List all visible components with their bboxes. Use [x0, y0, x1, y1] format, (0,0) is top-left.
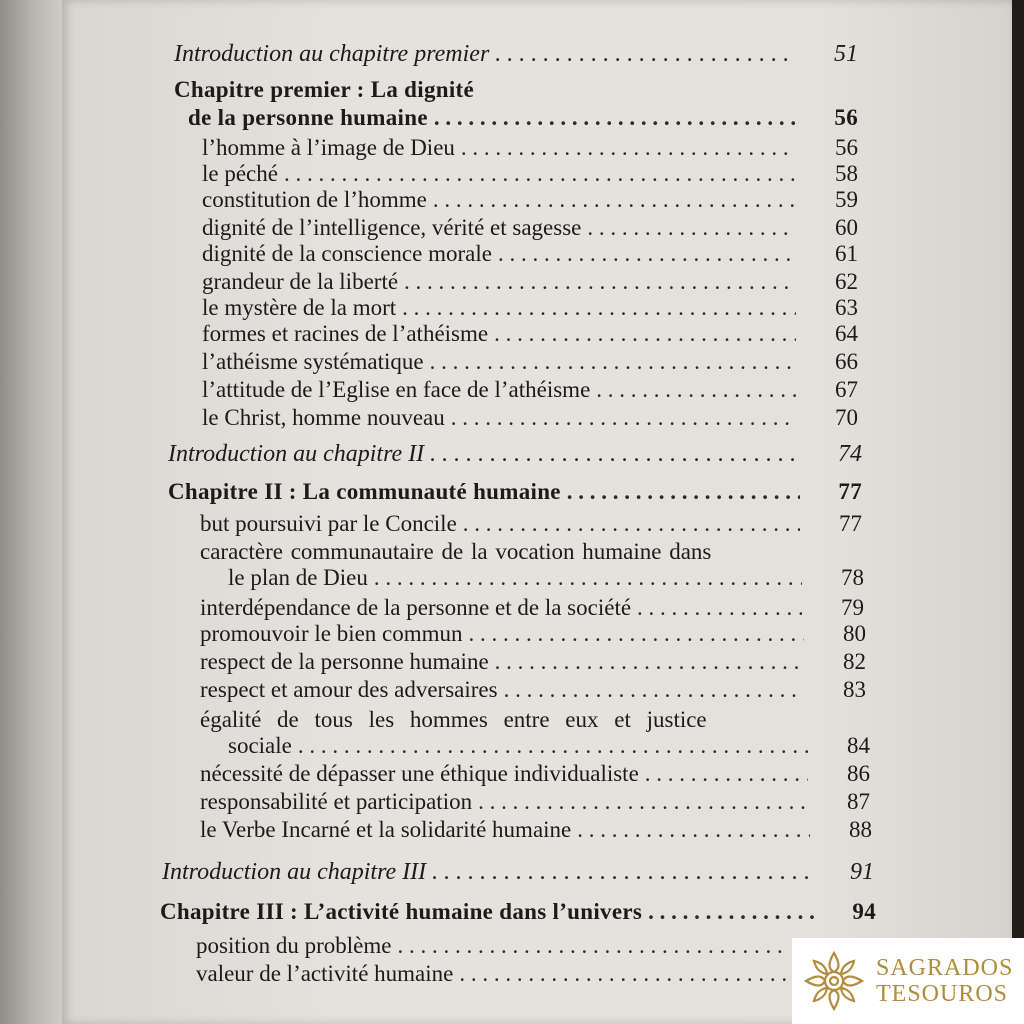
dot-leader — [430, 348, 796, 376]
toc-row — [200, 816, 872, 844]
toc-row-title: dignité de l’intelligence, vérité et sagesse — [202, 215, 582, 240]
dot-leader — [459, 960, 790, 988]
toc-row-page: 83 — [843, 677, 866, 702]
logo-wordmark — [876, 955, 1013, 1007]
toc-row-page: 61 — [835, 241, 858, 266]
toc-row-page: 79 — [841, 595, 864, 620]
dot-leader — [463, 510, 800, 538]
toc-row — [160, 898, 876, 926]
dot-leader — [461, 134, 796, 162]
toc-row-page: 59 — [835, 187, 858, 212]
toc-row — [228, 732, 870, 760]
toc-row-page: 77 — [839, 511, 862, 536]
toc-row-page: 94 — [852, 899, 876, 924]
toc-row — [196, 960, 796, 988]
dot-leader — [433, 186, 796, 214]
toc-row-title: l’attitude de l’Eglise en face de l’athéisme — [202, 377, 591, 402]
dot-leader — [495, 40, 796, 68]
toc-row-title: grandeur de la liberté — [202, 269, 399, 294]
dot-leader — [587, 214, 796, 242]
toc-wrapped-line: caractère communautaire de la vocation humaine dans — [200, 539, 712, 564]
toc-row-title: Introduction au chapitre III — [162, 859, 427, 885]
toc-row — [202, 160, 858, 188]
toc-row-title: de la personne humaine — [188, 105, 428, 130]
toc-row-title: promouvoir le bien commun — [200, 621, 463, 646]
toc-row — [228, 564, 864, 592]
toc-row-title: respect de la personne humaine — [200, 649, 489, 674]
dot-leader — [469, 620, 804, 648]
toc-row-title: formes et racines de l’athéisme — [202, 321, 489, 346]
toc-row — [200, 648, 866, 676]
toc-row-title: l’athéisme systématique — [202, 349, 424, 374]
toc-row — [200, 510, 862, 538]
toc-row-title: dignité de la conscience morale — [202, 241, 492, 266]
toc-row — [200, 620, 866, 648]
toc-row — [196, 932, 796, 960]
toc-row-page: 84 — [847, 733, 870, 758]
watermark-logo — [792, 938, 1024, 1024]
toc-row-page: 78 — [841, 565, 864, 590]
toc-row — [202, 240, 858, 268]
toc-row-title: l’homme à l’image de Dieu — [202, 135, 455, 160]
toc-row — [202, 404, 858, 432]
toc-row-page: 86 — [847, 761, 870, 786]
toc-row — [200, 594, 864, 622]
toc-row-title: le Christ, homme nouveau — [202, 405, 445, 430]
toc-row — [202, 294, 858, 322]
toc-row-title: Chapitre III : L’activité humaine dans l’univers — [160, 899, 643, 924]
toc-row-page: 88 — [849, 817, 872, 842]
dot-leader — [430, 440, 800, 468]
toc-row-page: 82 — [843, 649, 866, 674]
toc-row-page: 58 — [835, 161, 858, 186]
dot-leader — [451, 404, 796, 432]
dot-leader — [494, 320, 796, 348]
dot-leader — [284, 160, 796, 188]
toc-row — [202, 134, 858, 162]
dot-leader — [478, 788, 808, 816]
toc-row — [200, 760, 870, 788]
toc-row-page: 60 — [835, 215, 858, 240]
dot-leader — [567, 478, 800, 506]
toc-row — [188, 104, 858, 132]
dot-leader — [648, 898, 814, 926]
toc-row-title: le Verbe Incarné et la solidarité humaine — [200, 817, 572, 842]
toc-row-page: 74 — [838, 441, 862, 467]
toc-row — [202, 214, 858, 242]
dot-leader — [498, 240, 796, 268]
toc-wrapped-line: égalité de tous les hommes entre eux et justice — [200, 707, 707, 732]
dot-leader — [596, 376, 796, 404]
dot-leader — [374, 564, 802, 592]
toc-row — [202, 186, 858, 214]
toc-row-title: le plan de Dieu — [228, 565, 368, 590]
dot-leader — [298, 732, 808, 760]
toc-row — [202, 376, 858, 404]
toc-row-title: position du problème — [196, 933, 392, 958]
toc-row-title: constitution de l’homme — [202, 187, 427, 212]
dot-leader — [397, 932, 790, 960]
toc-row-page: 70 — [835, 405, 858, 430]
toc-row-title: valeur de l’activité humaine — [196, 961, 454, 986]
ornament-emblem-icon — [802, 949, 866, 1013]
toc-row-title: nécessité de dépasser une éthique individualiste — [200, 761, 639, 786]
toc-row-title: respect et amour des adversaires — [200, 677, 498, 702]
toc-row-page: 51 — [834, 41, 858, 67]
dot-leader — [495, 648, 804, 676]
toc-row-title: responsabilité et participation — [200, 789, 473, 814]
dot-leader — [504, 676, 804, 704]
logo-line-2: TESOUROS — [876, 981, 1009, 1007]
toc-wrapped-line: Chapitre premier : La dignité — [174, 77, 475, 102]
toc-row-page: 66 — [835, 349, 858, 374]
toc-row-page: 56 — [834, 105, 858, 130]
toc-row-title: Introduction au chapitre II — [168, 441, 425, 467]
dot-leader — [402, 294, 796, 322]
toc-row — [202, 320, 858, 348]
toc-row-page: 64 — [835, 321, 858, 346]
dot-leader — [404, 268, 796, 296]
dot-leader — [645, 760, 808, 788]
toc-row-title: but poursuivi par le Concile — [200, 511, 457, 536]
toc-row-page: 87 — [847, 789, 870, 814]
toc-row — [168, 440, 862, 468]
dot-leader — [432, 858, 812, 886]
toc-row — [200, 788, 870, 816]
toc-row — [162, 858, 874, 886]
toc-row-title: Introduction au chapitre premier — [174, 41, 490, 67]
toc-row-page: 91 — [850, 859, 874, 885]
toc-row-page: 62 — [835, 269, 858, 294]
dot-leader — [434, 104, 796, 132]
toc-row — [168, 478, 862, 506]
toc-row-title: le péché — [202, 161, 278, 186]
toc-row-page: 67 — [835, 377, 858, 402]
toc-row-page: 80 — [843, 621, 866, 646]
dot-leader — [577, 816, 810, 844]
toc-row-page: 63 — [835, 295, 858, 320]
toc-row — [202, 348, 858, 376]
toc-row-title: sociale — [228, 733, 292, 758]
toc-row — [174, 40, 858, 68]
toc-row — [202, 268, 858, 296]
toc-row-title: interdépendance de la personne et de la société — [200, 595, 632, 620]
toc-row — [200, 676, 866, 704]
toc-row-page: 56 — [835, 135, 858, 160]
dot-leader — [637, 594, 802, 622]
toc-row-title: le mystère de la mort — [202, 295, 397, 320]
logo-line-1: SAGRADOS — [876, 955, 1014, 981]
toc-row-title: Chapitre II : La communauté humaine — [168, 479, 561, 504]
toc-row-page: 77 — [838, 479, 862, 504]
